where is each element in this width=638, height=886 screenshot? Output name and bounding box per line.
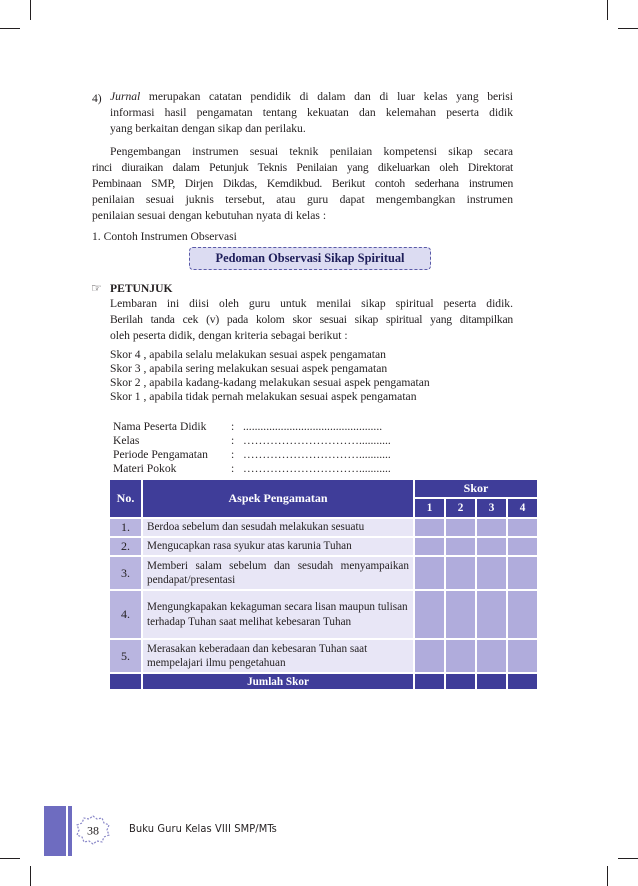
score-cell[interactable] <box>415 538 444 555</box>
score-cell[interactable] <box>477 557 506 589</box>
table-row <box>110 557 537 589</box>
crop-mark <box>618 858 638 859</box>
criteria-item: Skor 3 , apabila sering melakukan sesuai aspek pengamatan <box>110 362 388 375</box>
score-cell[interactable] <box>415 591 444 638</box>
criteria-item: Skor 1 , apabila tidak pernah melakukan sesuai aspek pengamatan <box>110 390 417 403</box>
identity-label: Materi Pokok <box>113 462 177 475</box>
table-row <box>110 538 537 555</box>
petunjuk-line: Berilah tanda cek (v) pada kolom skor sesuai sikap spiritual yang ditampilkan <box>110 313 513 326</box>
score-cell[interactable] <box>446 519 475 536</box>
score-cell[interactable] <box>415 557 444 589</box>
footer-sidebar-bar <box>68 806 72 856</box>
score-cell[interactable] <box>508 640 537 672</box>
item-4-term: Jurnal <box>110 90 141 103</box>
footer-book-title: Buku Guru Kelas VIII SMP/MTs <box>129 822 277 835</box>
header-no: No. <box>110 480 141 517</box>
petunjuk-line: Lembaran ini diisi oleh guru untuk menilai sikap spiritual peserta didik. <box>110 297 513 310</box>
total-row <box>110 674 537 689</box>
form-title-box: Pedoman Observasi Sikap Spiritual <box>189 247 431 270</box>
header-score-2: 2 <box>446 499 475 517</box>
identity-label: Nama Peserta Didik <box>113 420 207 433</box>
item-4-line: informasi hasil pengamatan tentang kekuatan dan kelemahan peserta didik <box>110 106 513 119</box>
row-number: 1. <box>110 519 141 536</box>
score-cell[interactable] <box>446 591 475 638</box>
header-aspect: Aspek Pengamatan <box>143 480 413 517</box>
page-number: 38 <box>87 823 99 838</box>
observation-table <box>108 478 539 691</box>
item-4-number: 4) <box>92 92 102 105</box>
paragraph-line: penilaian sesuai dengan kebutuhan nyata di kelas : <box>92 209 327 222</box>
section-heading: 1. Contoh Instrumen Observasi <box>92 230 237 243</box>
total-cell[interactable] <box>508 674 537 689</box>
header-score-4: 4 <box>508 499 537 517</box>
item-4-line: merupakan catatan pendidik di dalam dan di luar kelas yang berisi <box>148 90 513 103</box>
row-aspect: Mengungkapakan kekaguman secara lisan maupun tulisan terhadap Tuhan saat melihat kebesaran Tuhan <box>143 591 413 638</box>
page-number-badge <box>74 815 112 845</box>
table-row <box>110 591 537 638</box>
score-cell[interactable] <box>477 640 506 672</box>
score-cell[interactable] <box>415 519 444 536</box>
row-number: 5. <box>110 640 141 672</box>
header-score-3: 3 <box>477 499 506 517</box>
score-cell[interactable] <box>508 557 537 589</box>
row-number: 3. <box>110 557 141 589</box>
criteria-item: Skor 4 , apabila selalu melakukan sesuai aspek pengamatan <box>110 348 386 361</box>
identity-blank: …………………………........... <box>243 448 391 461</box>
identity-blank: …………………………........... <box>243 434 391 447</box>
header-score-1: 1 <box>415 499 444 517</box>
header-score: Skor <box>415 480 537 497</box>
row-number: 4. <box>110 591 141 638</box>
score-cell[interactable] <box>446 557 475 589</box>
row-aspect: Memberi salam sebelum dan sesudah menyampaikan pendapat/presentasi <box>143 557 413 589</box>
total-cell[interactable] <box>477 674 506 689</box>
footer-sidebar-bar <box>44 806 66 856</box>
identity-blank: ................................................ <box>243 420 383 433</box>
crop-mark <box>618 28 638 29</box>
identity-colon: : <box>231 420 235 433</box>
criteria-item: Skor 2 , apabila kadang-kadang melakukan sesuai aspek pengamatan <box>110 376 430 389</box>
crop-mark <box>30 866 31 886</box>
identity-colon: : <box>231 448 235 461</box>
table-row <box>110 519 537 536</box>
table-row <box>110 640 537 672</box>
item-4-line: yang berkaitan dengan sikap dan perilaku. <box>110 122 306 135</box>
crop-mark <box>607 0 608 20</box>
paragraph-line: Pengembangan instrumen sesuai teknik penilaian kompetensi sikap secara <box>110 145 513 158</box>
crop-mark <box>607 866 608 886</box>
score-cell[interactable] <box>508 538 537 555</box>
total-label: Jumlah Skor <box>143 674 413 689</box>
score-cell[interactable] <box>508 591 537 638</box>
paragraph-line: rinci diuraikan dalam Petunjuk Teknis Penilaian yang dikeluarkan oleh Direktorat <box>92 161 513 174</box>
score-cell[interactable] <box>477 519 506 536</box>
total-cell[interactable] <box>446 674 475 689</box>
paragraph-line: Pembinaan SMP, Dirjen Dikdas, Kemdikbud. Berikut contoh sederhana instrumen <box>92 177 513 190</box>
row-aspect: Berdoa sebelum dan sesudah melakukan sesuatu <box>143 519 413 536</box>
identity-blank: …………………………........... <box>243 462 391 475</box>
row-aspect: Merasakan keberadaan dan kebesaran Tuhan saat mempelajari ilmu pengetahuan <box>143 640 413 672</box>
identity-colon: : <box>231 434 235 447</box>
total-cell[interactable] <box>415 674 444 689</box>
row-number: 2. <box>110 538 141 555</box>
row-aspect: Mengucapkan rasa syukur atas karunia Tuhan <box>143 538 413 555</box>
identity-label: Kelas <box>113 434 140 447</box>
score-cell[interactable] <box>446 640 475 672</box>
identity-colon: : <box>231 462 235 475</box>
score-cell[interactable] <box>508 519 537 536</box>
pointing-hand-icon: ☞ <box>91 281 102 295</box>
paragraph-line: penilaian sesuai juknis tersebut, atau guru dapat mengembangkan instrumen <box>92 193 513 206</box>
score-cell[interactable] <box>415 640 444 672</box>
crop-mark <box>0 858 20 859</box>
score-cell[interactable] <box>477 591 506 638</box>
score-cell[interactable] <box>446 538 475 555</box>
crop-mark <box>0 28 20 29</box>
petunjuk-heading: PETUNJUK <box>110 282 173 295</box>
petunjuk-line: oleh peserta didik, dengan kriteria sebagai berikut : <box>110 329 348 342</box>
identity-label: Periode Pengamatan <box>113 448 208 461</box>
crop-mark <box>30 0 31 20</box>
score-cell[interactable] <box>477 538 506 555</box>
